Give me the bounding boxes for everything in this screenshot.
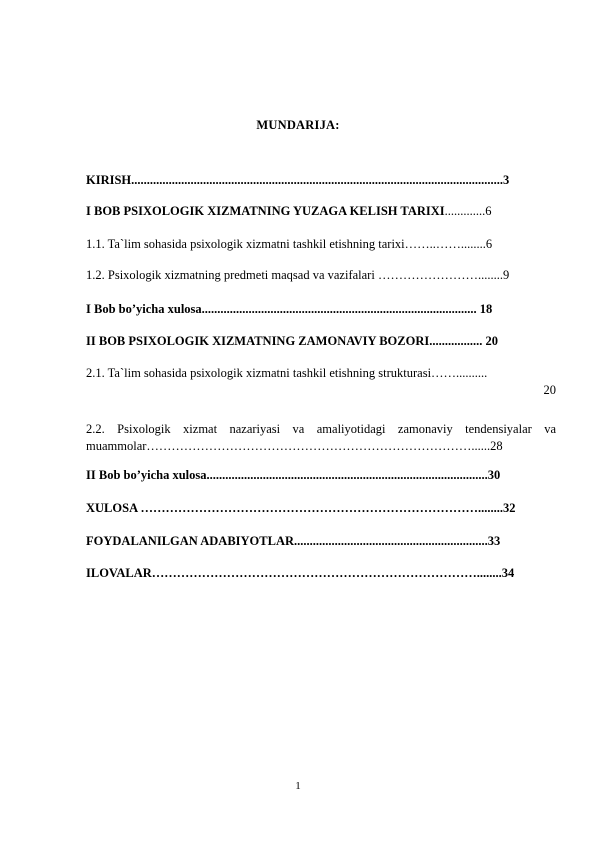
toc-entry-appendices: ILOVALAR……………………………………………………………………........34 bbox=[86, 566, 515, 580]
toc-entry-chapter-2-summary: II Bob bo’yicha xulosa..........................................................................................30 bbox=[86, 468, 501, 482]
toc-entry-chapter-2: II BOB PSIXOLOGIK XIZMATNING ZAMONAVIY BOZORI................. 20 bbox=[86, 334, 498, 348]
toc-entry-chapter-1: I BOB PSIXOLOGIK XIZMATNING YUZAGA KELISH TARIXI.............6 bbox=[86, 204, 492, 218]
toc-entry-2-1: 2.1. Ta`lim sohasida psixologik xizmatni tashkil etishning strukturasi…….......... 20 bbox=[86, 366, 556, 397]
toc-entry-2-1-page: 20 bbox=[543, 383, 556, 397]
page-title: MUNDARIJA: bbox=[256, 118, 340, 132]
toc-entry-xulosa: XULOSA ………………………………………………………………………........32 bbox=[86, 501, 516, 515]
toc-entry-2-2: 2.2. Psixologik xizmat nazariyasi va amaliyotidagi zamonaviy tendensiyalar va muammolar……………………………………………………………………......28 bbox=[86, 422, 556, 453]
toc-entry-chapter-1-summary: I Bob bo’yicha xulosa........................................................................................ 18 bbox=[86, 302, 493, 316]
toc-entry-1-1: 1.1. Ta`lim sohasida psixologik xizmatni tashkil etishning tarixi……..……........6 bbox=[86, 237, 493, 251]
toc-entry-1-2: 1.2. Psixologik xizmatning predmeti maqsad va vazifalari ……………………........9 bbox=[86, 268, 510, 282]
page-number: 1 bbox=[295, 780, 301, 792]
toc-entry-bibliography: FOYDALANILGAN ADABIYOTLAR..............................................................33 bbox=[86, 534, 501, 548]
toc-entry-kirish: KIRISH.......................................................................................................................3 bbox=[86, 173, 510, 187]
